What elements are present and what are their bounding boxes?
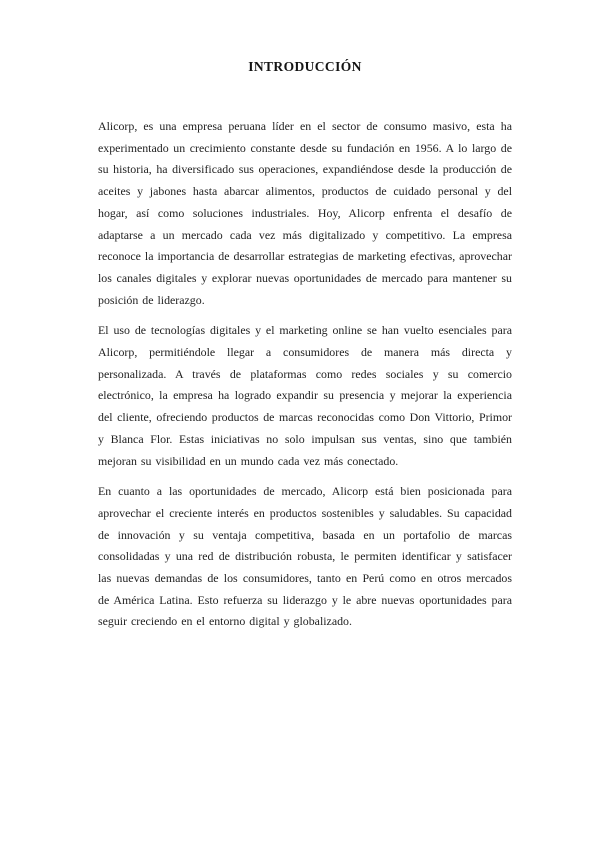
paragraph-digital-marketing: El uso de tecnologías digitales y el marketing online se han vuelto esenciales para Alicorp, permitiéndole llegar a consumidores de manera más directa y personalizada. A través de plataformas como redes sociales y su comercio electrónico, la empresa ha logrado expandir su presencia y mejorar la experiencia del cliente, ofreciendo productos de marcas reconocidas como Don Vittorio, Primor y Blanca Flor. Estas iniciativas no solo impulsan sus ventas, sino que también mejoran su visibilidad en un mundo cada vez más conectado.	[98, 323, 512, 468]
document-content	[98, 58, 512, 642]
paragraph-market-opportunities: En cuanto a las oportunidades de mercado, Alicorp está bien posicionada para aprovechar el creciente interés en productos sostenibles y saludables. Su capacidad de innovación y su ventaja competitiva, basada en un portafolio de marcas consolidadas y una red de distribución robusta, le permiten identificar y satisfacer las nuevas demandas de los consumidores, tanto en Perú como en otros mercados de América Latina. Esto refuerza su liderazgo y le abre nuevas oportunidades para seguir creciendo en el entorno digital y globalizado.	[98, 484, 512, 629]
page-title: INTRODUCCIÓN	[248, 59, 362, 74]
paragraph-intro-company: Alicorp, es una empresa peruana líder en el sector de consumo masivo, esta ha experimentado un crecimiento constante desde su fundación en 1956. A lo largo de su historia, ha diversificado sus operaciones, expandiéndose desde la producción de aceites y jabones hasta abarcar alimentos, productos de cuidado personal y del hogar, así como soluciones industriales. Hoy, Alicorp enfrenta el desafío de adaptarse a un mercado cada vez más digitalizado y competitivo. La empresa reconoce la importancia de desarrollar estrategias de marketing efectivas, aprovechar los canales digitales y explorar nuevas oportunidades de mercado para mantener su posición de liderazgo.	[98, 119, 512, 307]
